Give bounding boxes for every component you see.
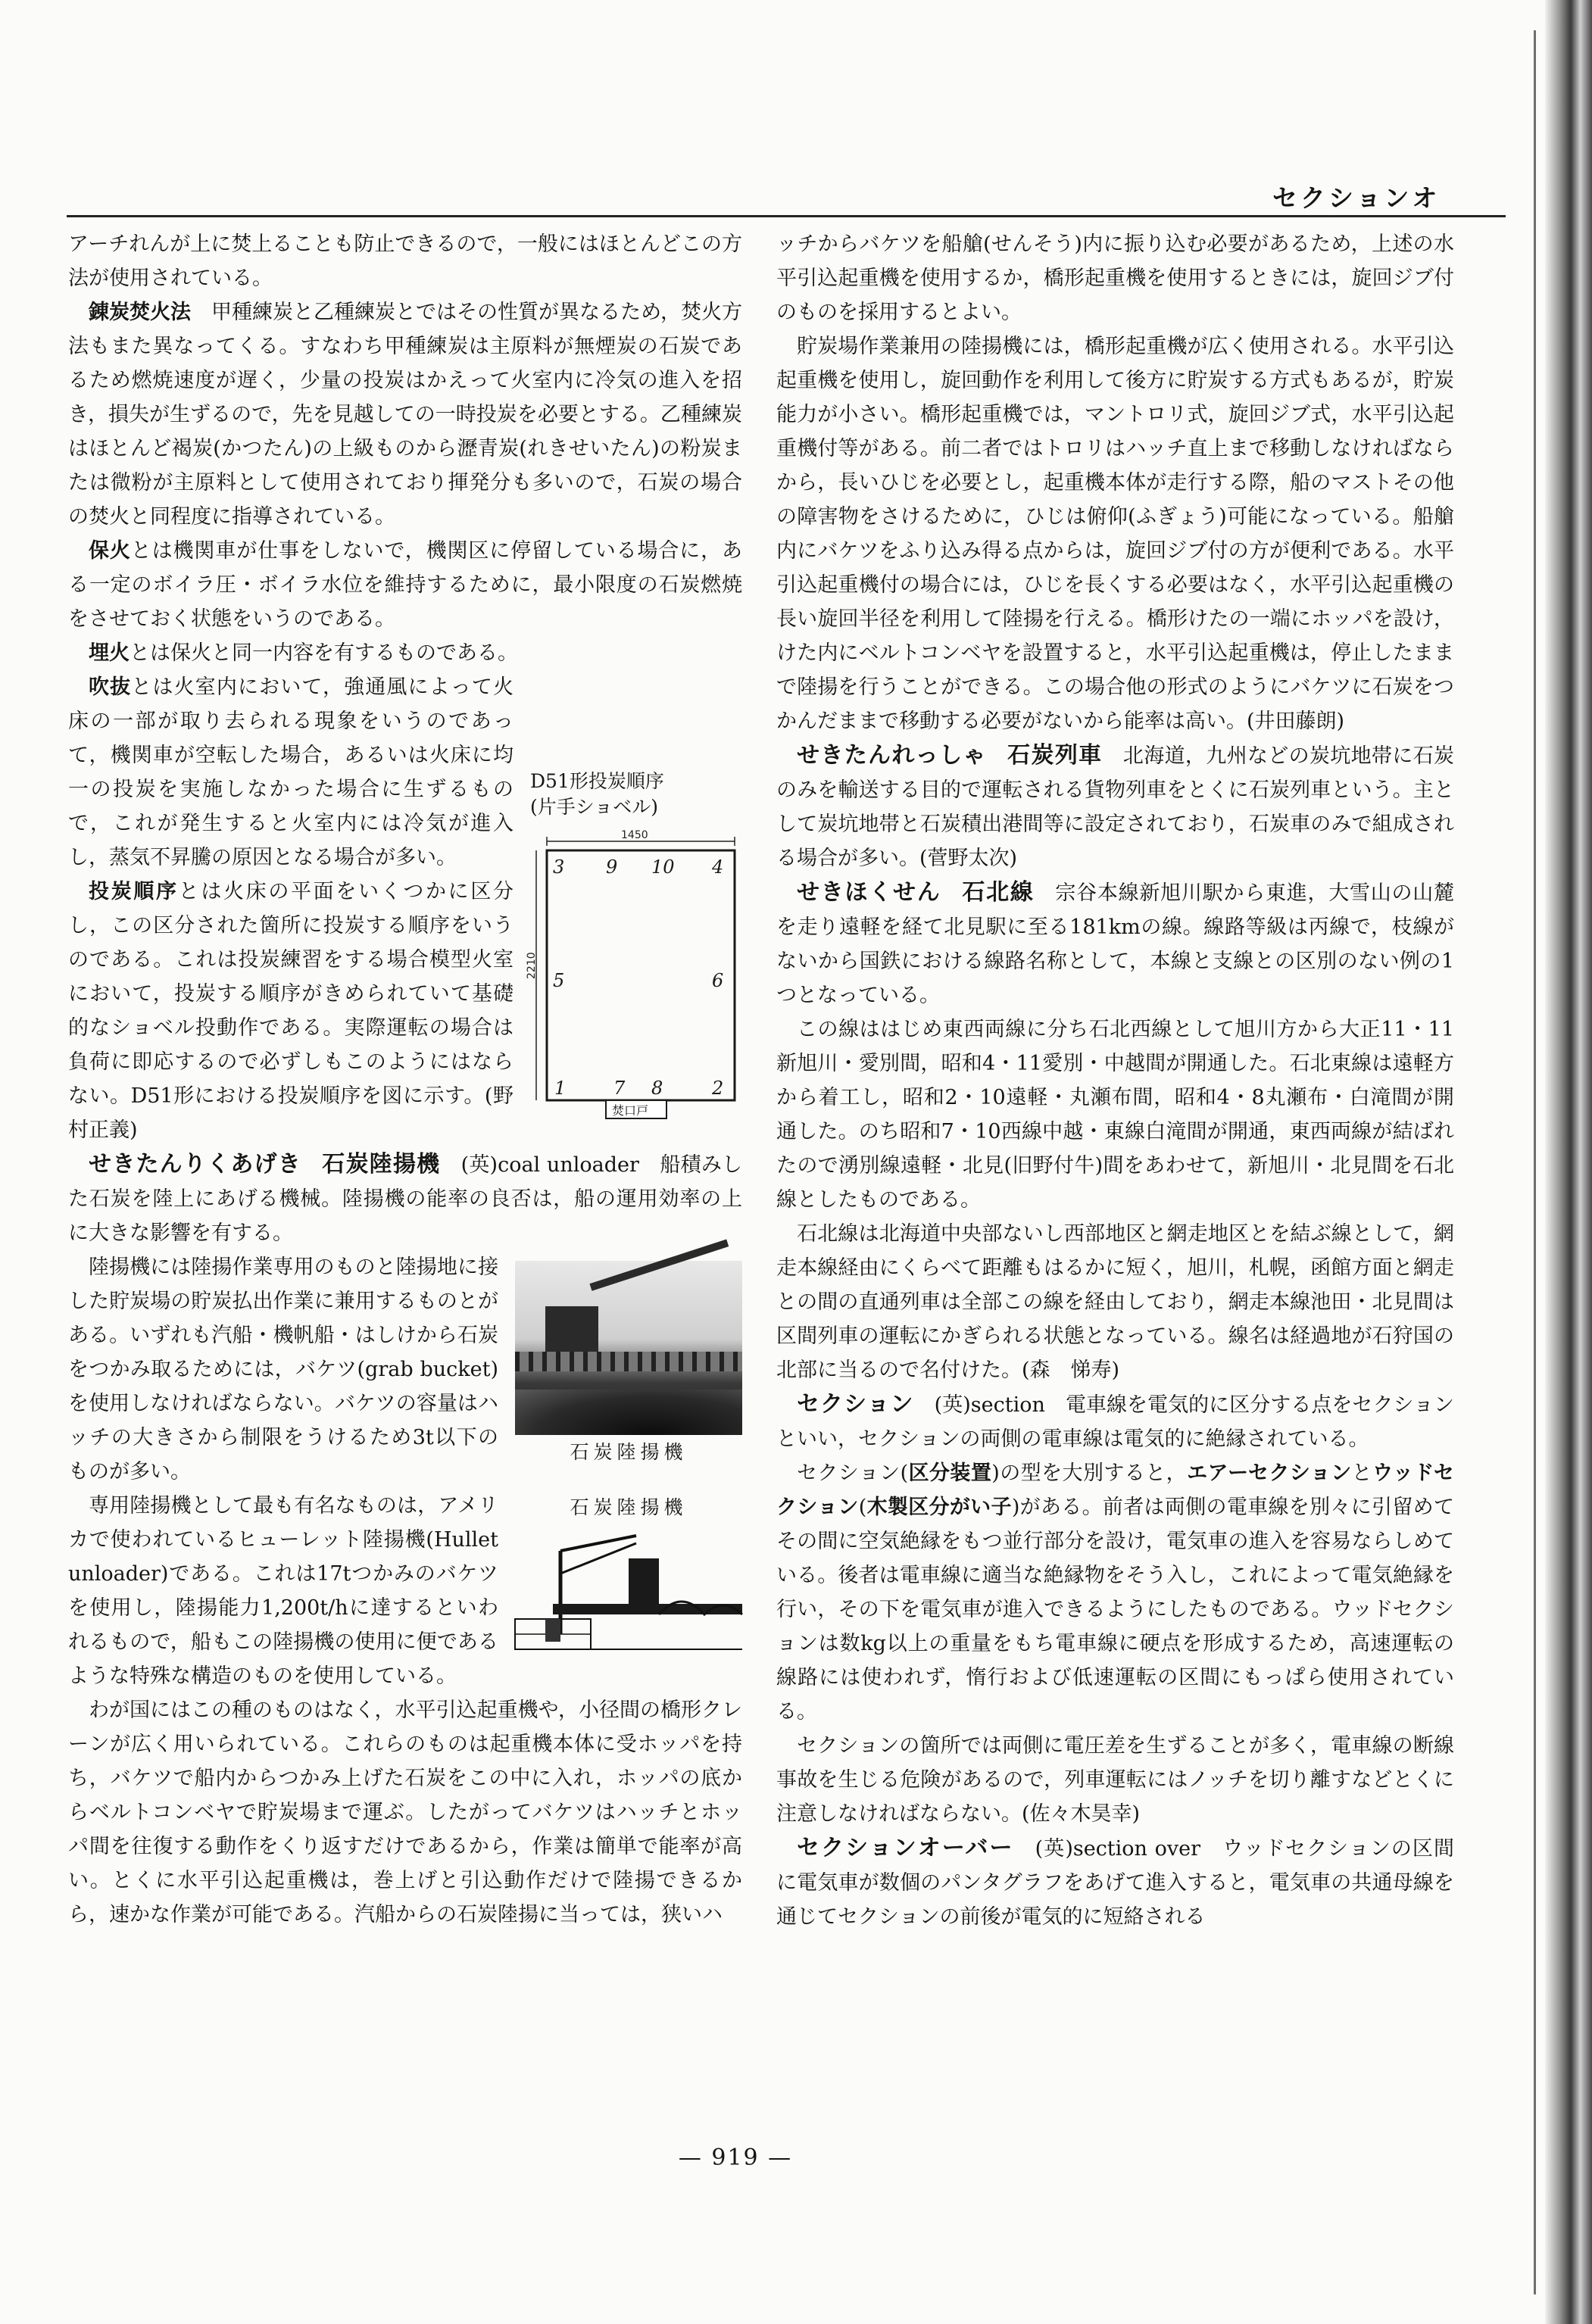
cell-5: 5 <box>553 970 565 991</box>
hullet-unloader-drawing <box>515 1521 742 1664</box>
firing-order-diagram <box>526 820 742 1123</box>
cell-3: 3 <box>553 856 565 878</box>
paragraph: 陸揚機には陸揚作業専用のものと陸揚地に接した貯炭場の貯炭払出作業に兼用するものとがある。いずれも汽船・機帆船・はしけから石炭をつかみ取るためには，バケツ(grab bucket)を使用しなければならない。バケツの容量はハッチの大きさから制限をうけるため3t以下のものが多い。 <box>68 1256 498 1483</box>
paragraph <box>68 534 742 636</box>
drawing-figure <box>515 1495 742 1675</box>
entry-reading: せきたんりくあげき <box>89 1151 301 1178</box>
cell-4: 4 <box>712 856 724 878</box>
paragraph-text: とは機関車が仕事をしないで，機関区に停留している場合に，ある一定のボイラ圧・ボイラ水位を維持するために，最小限度の石炭燃焼をさせておく状態をいうのである。 <box>68 539 743 631</box>
author: (佐々木昊幸) <box>1022 1802 1141 1826</box>
cell-9: 9 <box>606 856 618 878</box>
entry-title: セクションオーバー <box>797 1835 1014 1861</box>
paragraph-text: とは火床の平面をいくつかに区分し，この区分された箇所に投炭する順序をいうのである。これは投炭練習をする場合模型火室において，投炭する順序がきめられていて基礎的なショベル投動作である。実際運転の場合は負荷に即応するので必ずしもこのようにはならない。D51形における投炭順序を図に示す。 <box>68 880 514 1108</box>
paragraph-text: セクションの箇所では両側に電圧差を生ずることが多く，電車線の断線事故を生じる危険があるので，列車運転にはノッチを切り離すなどとくに注意しなければならない。 <box>776 1734 1454 1826</box>
paragraph: 専用陸揚機として最も有名なものは，アメリカで使われているヒューレット陸揚機(Hullet unloader)である。これは17tつかみのバケツを使用し，陸揚能力1,200t/hに達するといわれるもので，船もこの陸揚機の使用に便であるような特殊な構造のものを使用している。 <box>68 1494 498 1688</box>
entry-coal-unloader <box>68 1147 742 1250</box>
author: (森 悌寿) <box>1022 1359 1120 1382</box>
entry-body: 電車線を電気的に区分する点をセクションといい，セクションの両側の電車線は電気的に絶縁されている。 <box>776 1393 1455 1451</box>
paragraph: セクション(区分装置)の型を大別すると，エアーセクションとウッドセクション(木製区分がい子)がある。前者は両側の電車線を別々に引留めてその間に空気絶縁をもつ並行部分を設け，電気車の進入を容易ならしめている。後者は電車線に適当な絶縁物をそう入し，これによって電気絶縁を行い，その下を電気車が進入できるようにしたものである。ウッドセクションは数kg以上の重量をもち電車線に硬点を形成するため，高速運転の線路には使われず，惰行および低速運転の区間にもっぱら使用されている。 <box>776 1461 1454 1724</box>
paragraph: ッチからバケツを船艙(せんそう)内に振り込む必要があるため，上述の水平引込起重機を使用するか，橋形起重機を使用するときには，旋回ジブ付のものを採用するとよい。 <box>776 232 1454 324</box>
paragraph <box>776 1729 1454 1831</box>
paragraph <box>68 636 742 670</box>
cell-7: 7 <box>613 1078 626 1099</box>
firing-order-figure <box>526 769 742 1134</box>
entry-title: 石炭列車 <box>1007 742 1103 769</box>
author: (野村正義) <box>68 1084 513 1142</box>
author: (井田藤朗) <box>1247 710 1345 733</box>
paragraph: アーチれんが上に焚上ることも防止できるので，一般にはほとんどこの方法が使用されている。 <box>68 232 742 290</box>
fire-door-label: 焚口戸 <box>612 1103 649 1118</box>
left-column <box>68 227 742 2143</box>
author: (菅野太次) <box>919 847 1018 870</box>
entry-body: ウッドセクションの区間に電気車が数個のパンタグラフをあげて進入すると，電気車の共通母線を通じてセクションの前後が電気的に短絡される <box>776 1837 1454 1929</box>
entry-body: 北海道，九州などの炭坑地帯に石炭のみを輸送する目的で運転される貨物列車をとくに石炭列車という。主として炭坑地帯と石炭積出港間等に設定されており，石炭車のみで組成される場合が多い。 <box>776 744 1455 870</box>
entry-title: 石炭陸揚機 <box>322 1151 441 1178</box>
entry-english: (英)coal unloader <box>460 1153 639 1177</box>
paragraph <box>776 1217 1454 1387</box>
keyword: 投炭順序 <box>89 880 179 903</box>
keyword: 木製区分がい子 <box>866 1496 1012 1519</box>
paragraph-text: 貯炭場作業兼用の陸揚機には，橋形起重機が広く使用される。水平引込起重機を使用し，旋回動作を利用して後方に貯炭する方式もあるが，貯炭能力が小さい。橋形起重機では，マントロリ式，旋回ジブ式，水平引込起重機付等がある。前二者ではトロリはハッチ直上まで移動しなければならから，長いひじを必要とし，起重機本体が走行する際，船のマストその他の障害物をさけるために，ひじは俯仰(ふぎょう)可能になっている。船艙内にバケツをふり込み得る点からは，旋回ジブ付の方が便利である。水平引込起重機付の場合には，ひじを長くする必要はなく，水平引込起重機の長い旋回半径を利用して陸揚を行える。橋形けたの一端にホッパを設け，けた内にベルトコンベヤを設置すると，水平引込起重機は，停止したままで陸揚を行うことができる。この場合他の形式のようにバケツに石炭をつかんだままで移動する必要がないから能率は高い。 <box>776 335 1454 733</box>
height-dimension: 2210 <box>526 952 538 979</box>
header-rule <box>67 215 1506 217</box>
entry-sekihoku-line <box>776 875 1454 1012</box>
entry-title: 石北線 <box>962 879 1035 906</box>
keyword: ウッドセクション <box>776 1461 1454 1519</box>
keyword: 吹抜 <box>89 675 132 699</box>
binding-edge <box>1545 0 1592 2324</box>
entry-reading: せきほくせん <box>797 879 941 906</box>
entry-coal-train <box>776 738 1454 875</box>
entry-body: 船積みした石炭を陸上にあげる機械。陸揚機の能率の良否は，船の運用効率の上に大きな影響を有する。 <box>68 1153 743 1245</box>
cell-10: 10 <box>651 856 675 878</box>
photo-caption: 石炭陸揚機 <box>570 1441 688 1463</box>
entry-english: (英)section <box>934 1393 1045 1417</box>
entry-body: 宗谷本線新旭川駅から東進，大雪山の山麓を走り遠軽を経て北見駅に至る181kmの線。線路等級は丙線で，枝線がないから国鉄における線路名称として，本線と支線との区別のない例の1つとなっている。 <box>776 881 1455 1007</box>
paragraph-text: 石北線は北海道中央部ないし西部地区と網走地区とを結ぶ線として，網走本線経由にくらべて距離もはるかに短く，旭川，札幌，函館方面と網走との間の直通列車は全部この線を経由しており，網走本線池田・北見間は区間列車の運転にかぎられる状態となっている。線名は経過地が石狩国の北部に当るので名付けた。 <box>776 1222 1454 1382</box>
running-head: セクションオ <box>1272 183 1441 213</box>
cell-2: 2 <box>712 1078 724 1099</box>
paragraph: わが国にはこの種のものはなく，水平引込起重機や，小径間の橋形クレーンが広く用いられている。これらのものは起重機本体に受ホッパを持ち，バケツで船内からつかみ上げた石炭をこの中に入れ，ホッパの底からベルトコンベヤで貯炭場まで運ぶ。したがってバケツはハッチとホッパ間を往復する動作をくり返すだけであるから，作業は簡単で能率が高い。とくに水平引込起重機は，巻上げと引込動作だけで陸揚できるから，速かな作業が可能である。汽船からの石炭陸揚に当っては，狭いハ <box>68 1699 742 1926</box>
entry-section <box>776 1387 1454 1456</box>
paragraph-text: とは保火と同一内容を有するものである。 <box>130 641 518 665</box>
keyword: 埋火 <box>89 641 130 665</box>
keyword: 区分装置 <box>908 1461 992 1485</box>
paragraph-text: 甲種練炭と乙種練炭とではその性質が異なるため，焚火方法もまた異なってくる。すなわち甲種練炭は主原料が無煙炭の石炭であるため燃焼速度が遅く，少量の投炭はかえって火室内に冷気の進入を招き，損失が生ずるので，先を見越しての一時投炭を必要とする。乙種練炭はほとんど褐炭(かつたん)の上級ものから瀝青炭(れきせいたん)の粉炭または微粉が主原料として使用されており揮発分も多いので，石炭の場合の焚火と同程度に指導されている。 <box>68 301 742 529</box>
coal-unloader-photo <box>515 1261 742 1435</box>
entry-reading: せきたんれっしゃ <box>797 742 987 769</box>
keyword: エアーセクション <box>1187 1461 1352 1485</box>
entry-english: (英)section over <box>1035 1837 1200 1861</box>
width-dimension: 1450 <box>621 829 648 841</box>
keyword: 錬炭焚火法 <box>89 301 192 324</box>
cell-1: 1 <box>554 1078 567 1099</box>
binding-line <box>1534 30 1536 2294</box>
paragraph: この線ははじめ東西両線に分ち石北西線として旭川方から大正11・11新旭川・愛別間，昭和4・11愛別・中越間が開通した。石北東線は遠軽方から着工し，昭和2・10遠軽・丸瀬布間，昭和4・8丸瀬布・白滝間が開通した。のち昭和7・10西線中越・東線白滝間が開通，東西両線が結ばれたので湧別線遠軽・北見(旧野付牛)間をあわせて，新旭川・北見間を石北線としたものである。 <box>776 1018 1454 1212</box>
paragraph <box>68 295 742 534</box>
paragraph-text: とは火室内において，強通風によって火床の一部が取り去られる現象をいうのであって，機関車が空転した場合，あるいは火床に均一の投炭を実施しなかった場合に生ずるもので，これが発生すると火室内には冷気が進入し，蒸気不昇騰の原因となる場合が多い。 <box>68 675 514 869</box>
cell-6: 6 <box>712 970 724 991</box>
cell-8: 8 <box>651 1078 663 1099</box>
figure-caption: (片手ショベル) <box>530 796 659 818</box>
figure-caption: D51形投炭順序 <box>530 770 664 792</box>
entry-title: セクション <box>797 1391 914 1418</box>
paragraph <box>776 329 1454 738</box>
right-column <box>776 227 1454 2143</box>
page-number: — 919 — <box>678 2145 793 2171</box>
photo-figure <box>515 1261 742 1465</box>
entry-section-over <box>776 1831 1454 1934</box>
drawing-caption: 石炭陸揚機 <box>570 1496 688 1518</box>
keyword: 保火 <box>89 539 131 563</box>
